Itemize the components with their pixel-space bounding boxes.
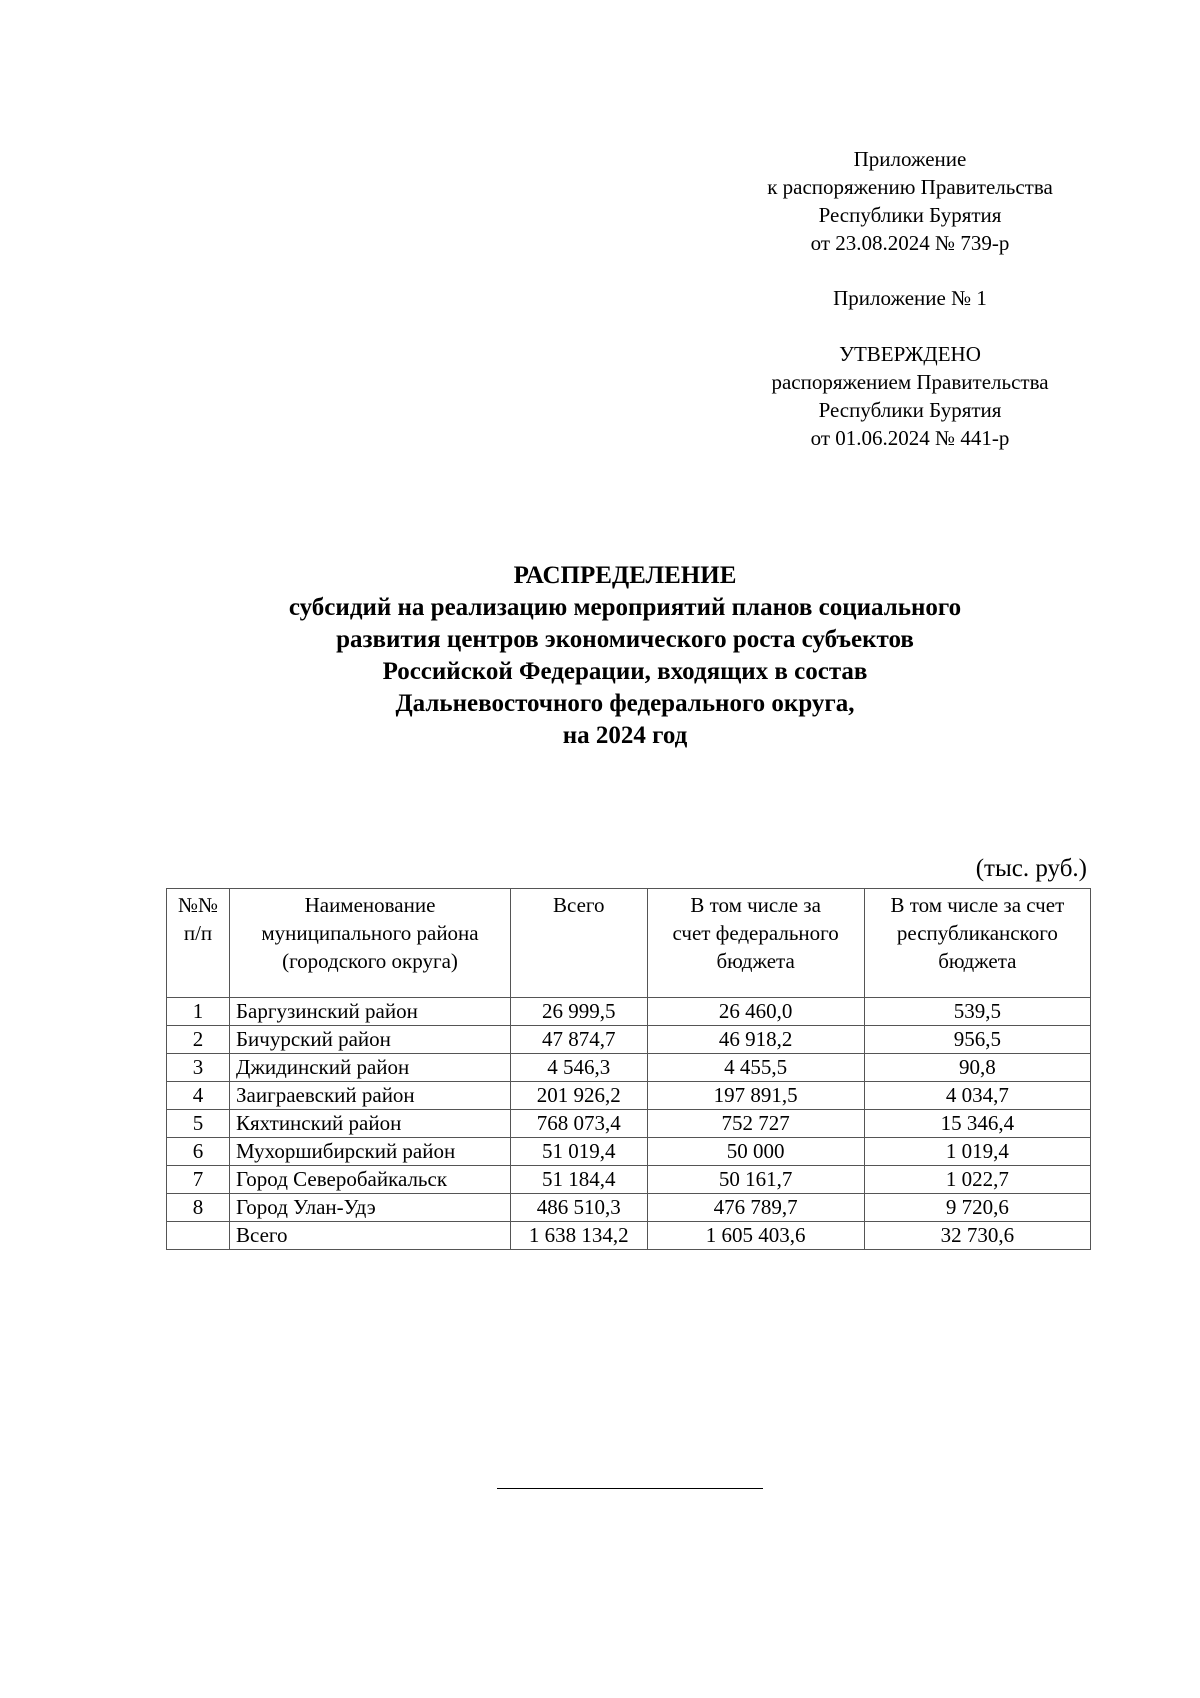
cell-federal: 50 000 — [647, 1138, 864, 1166]
cell-total: 486 510,3 — [511, 1194, 648, 1222]
distribution-table — [166, 888, 1091, 1250]
cell-name: Джидинский район — [230, 1054, 511, 1082]
cell-num: 5 — [167, 1110, 230, 1138]
table-row — [167, 1054, 1091, 1082]
appendix-line: от 23.08.2024 № 739-р — [810, 231, 1010, 255]
table-row — [167, 1194, 1091, 1222]
cell-republic: 32 730,6 — [864, 1222, 1090, 1250]
title-line: развития центров экономического роста субъектов — [336, 626, 914, 653]
approved-line: от 01.06.2024 № 441-р — [810, 426, 1010, 450]
cell-name: Баргузинский район — [230, 998, 511, 1026]
cell-name: Всего — [230, 1222, 511, 1250]
cell-num: 8 — [167, 1194, 230, 1222]
cell-federal: 1 605 403,6 — [647, 1222, 864, 1250]
title-line: РАСПРЕДЕЛЕНИЕ — [513, 562, 737, 589]
header-line: п/п — [183, 921, 213, 945]
cell-num: 7 — [167, 1166, 230, 1194]
cell-republic: 4 034,7 — [864, 1082, 1090, 1110]
header-total — [511, 889, 648, 998]
cell-republic: 1 022,7 — [864, 1166, 1090, 1194]
header-line: №№ — [177, 893, 219, 917]
cell-republic: 15 346,4 — [864, 1110, 1090, 1138]
table-header-row — [167, 889, 1091, 998]
cell-republic: 539,5 — [864, 998, 1090, 1026]
cell-federal: 752 727 — [647, 1110, 864, 1138]
header-line: республиканского — [896, 921, 1058, 945]
title-line: Российской Федерации, входящих в состав — [382, 658, 868, 685]
cell-num: 2 — [167, 1026, 230, 1054]
table-row — [167, 998, 1091, 1026]
appendix-line: к распоряжению Правительства — [767, 175, 1053, 199]
title-line: Дальневосточного федерального округа, — [395, 690, 855, 717]
appendix-number — [740, 284, 1080, 312]
cell-total: 1 638 134,2 — [511, 1222, 648, 1250]
table-row — [167, 1138, 1091, 1166]
appendix-line: Республики Бурятия — [818, 203, 1002, 227]
header-line: муниципального района — [261, 921, 479, 945]
cell-name: Город Северобайкальск — [230, 1166, 511, 1194]
cell-total: 51 019,4 — [511, 1138, 648, 1166]
cell-total: 26 999,5 — [511, 998, 648, 1026]
cell-name: Кяхтинский район — [230, 1110, 511, 1138]
cell-total: 51 184,4 — [511, 1166, 648, 1194]
header-line: В том числе за счет — [890, 893, 1065, 917]
cell-name: Бичурский район — [230, 1026, 511, 1054]
cell-republic: 9 720,6 — [864, 1194, 1090, 1222]
header-federal — [647, 889, 864, 998]
closing-rule — [497, 1488, 763, 1489]
header-line: счет федерального — [672, 921, 839, 945]
cell-federal: 476 789,7 — [647, 1194, 864, 1222]
header-line: бюджета — [716, 949, 795, 973]
cell-total: 201 926,2 — [511, 1082, 648, 1110]
cell-num: 4 — [167, 1082, 230, 1110]
cell-republic: 1 019,4 — [864, 1138, 1090, 1166]
cell-num — [167, 1222, 230, 1250]
table-row — [167, 1082, 1091, 1110]
title-line: на 2024 год — [562, 722, 688, 749]
table-row — [167, 1026, 1091, 1054]
table-row — [167, 1166, 1091, 1194]
title-line: субсидий на реализацию мероприятий планов социального — [288, 594, 962, 621]
cell-federal: 4 455,5 — [647, 1054, 864, 1082]
cell-federal: 26 460,0 — [647, 998, 864, 1026]
cell-republic: 90,8 — [864, 1054, 1090, 1082]
header-line: Наименование — [304, 893, 436, 917]
cell-total: 47 874,7 — [511, 1026, 648, 1054]
cell-name: Заиграевский район — [230, 1082, 511, 1110]
cell-num: 3 — [167, 1054, 230, 1082]
header-name — [230, 889, 511, 998]
cell-federal: 50 161,7 — [647, 1166, 864, 1194]
cell-total: 4 546,3 — [511, 1054, 648, 1082]
cell-num: 1 — [167, 998, 230, 1026]
cell-federal: 197 891,5 — [647, 1082, 864, 1110]
cell-num: 6 — [167, 1138, 230, 1166]
unit-label: (тыс. руб.) — [975, 855, 1087, 882]
appendix-line: Приложение — [853, 147, 967, 171]
appendix-number-text: Приложение № 1 — [833, 286, 987, 310]
table-row — [167, 1110, 1091, 1138]
header-num — [167, 889, 230, 998]
approved-line: распоряжением Правительства — [771, 370, 1049, 394]
cell-name: Мухоршибирский район — [230, 1138, 511, 1166]
header-line: бюджета — [938, 949, 1017, 973]
cell-name: Город Улан-Удэ — [230, 1194, 511, 1222]
document-title — [160, 560, 1090, 752]
approval-stamp — [740, 340, 1080, 452]
cell-federal: 46 918,2 — [647, 1026, 864, 1054]
header-line: (городского округа) — [282, 949, 458, 973]
cell-republic: 956,5 — [864, 1026, 1090, 1054]
approved-line: УТВЕРЖДЕНО — [839, 342, 981, 366]
header-line: В том числе за — [690, 893, 821, 917]
header-line: Всего — [553, 893, 605, 917]
appendix-reference — [740, 145, 1080, 257]
table-total-row — [167, 1222, 1091, 1250]
cell-total: 768 073,4 — [511, 1110, 648, 1138]
approved-line: Республики Бурятия — [818, 398, 1002, 422]
header-republic — [864, 889, 1090, 998]
